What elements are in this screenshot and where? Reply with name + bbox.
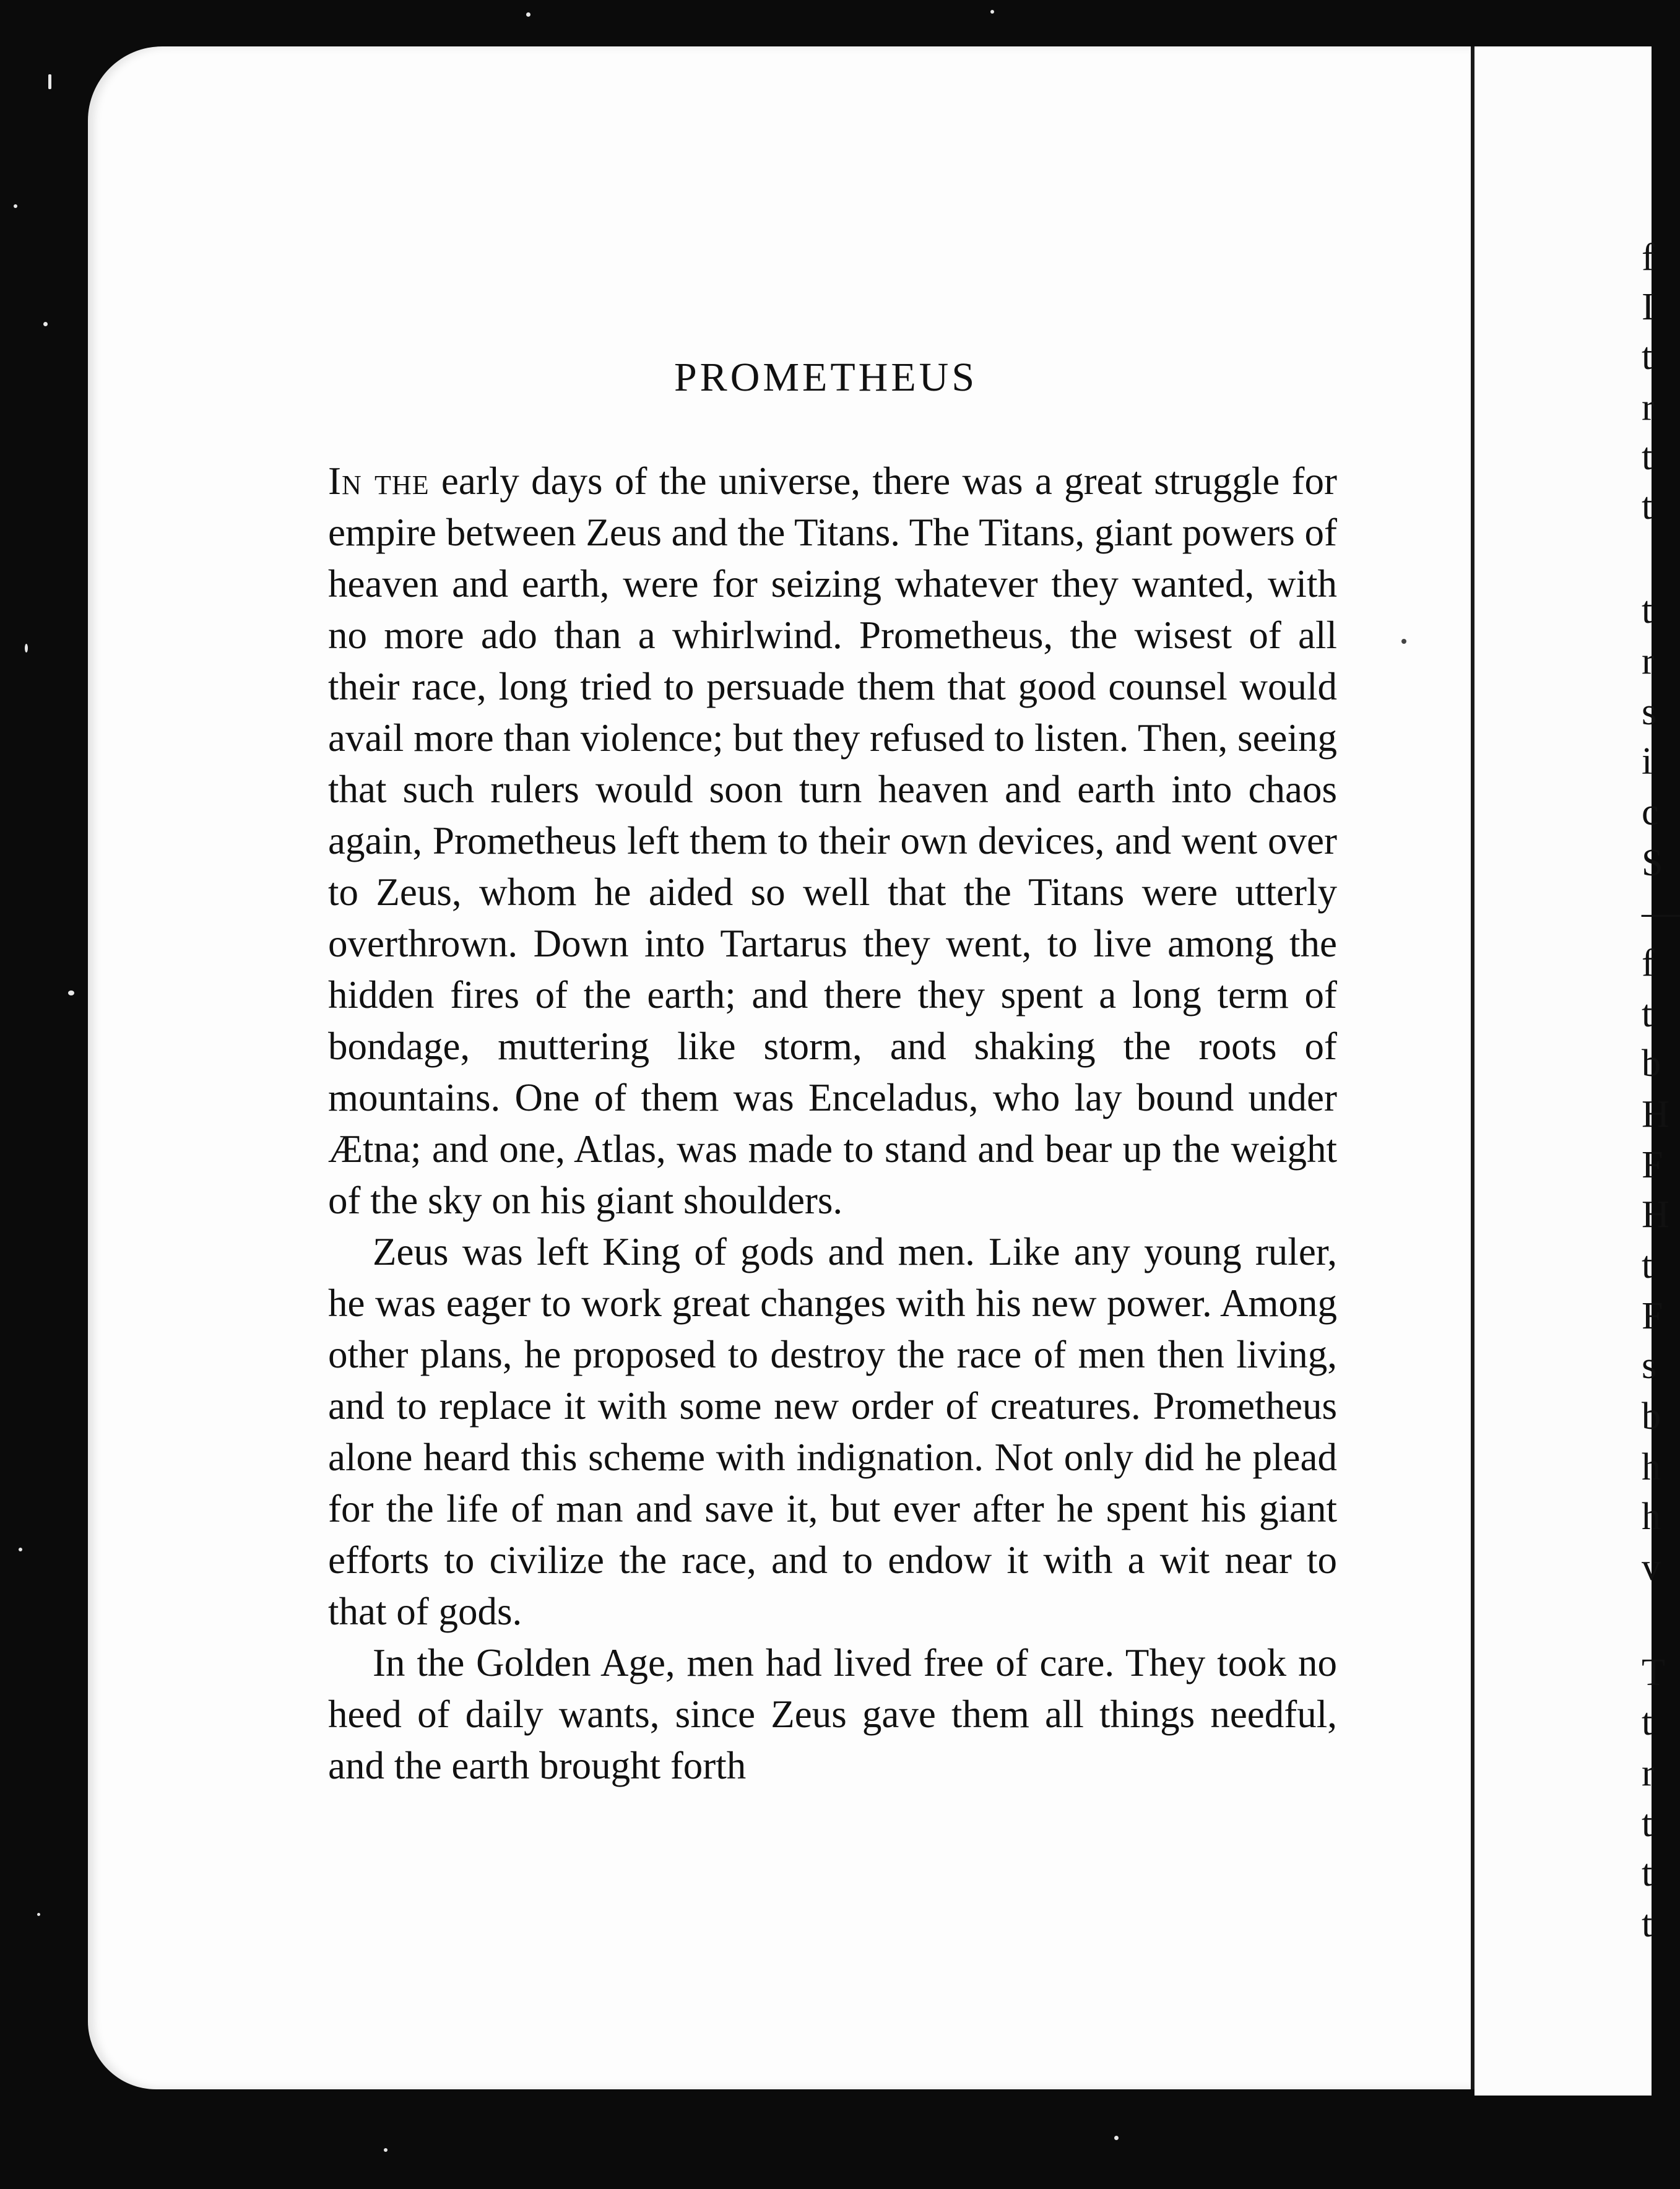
- facing-page-letter: t: [1642, 1244, 1653, 1286]
- chapter-title: PROMETHEUS: [673, 355, 978, 400]
- facing-page-letter: t: [1642, 1852, 1653, 1894]
- facing-page-letter: F: [1642, 1144, 1663, 1186]
- facing-page-letter: t: [1642, 1701, 1653, 1743]
- paragraph-text: In the Golden Age, men had lived free of care. They took no heed of daily wants, since Zeus gave them all things needful, and the earth brought forth: [328, 1641, 1337, 1787]
- facing-page-letter: t: [1642, 336, 1653, 378]
- facing-page-letter: v: [1642, 1546, 1661, 1589]
- facing-page-letter: T: [1642, 1652, 1665, 1694]
- facing-page-letter: c: [1642, 791, 1659, 833]
- facing-page-letter: H: [1642, 1093, 1669, 1135]
- facing-page-letter: r: [1642, 386, 1655, 428]
- facing-page-letter: b: [1642, 1042, 1661, 1085]
- facing-page-letter: s: [1642, 1345, 1657, 1387]
- facing-page-letter: t: [1642, 436, 1653, 478]
- chapter-body: [328, 456, 1337, 1792]
- border-speck: [43, 322, 48, 326]
- border-speck: [1114, 2136, 1119, 2140]
- border-speck: [384, 2148, 388, 2152]
- facing-page-letter: S: [1642, 842, 1663, 884]
- facing-page-letter: t: [1642, 993, 1653, 1035]
- page-gutter: [1471, 46, 1474, 2089]
- border-speck: [25, 644, 28, 652]
- border-speck: [14, 204, 17, 208]
- facing-page-letter: h: [1642, 1496, 1661, 1538]
- paragraph-text: Zeus was left King of gods and men. Like any young ruler, he was eager to work great changes with his new power. Among other plans, he proposed to destroy the race of men then living, and to replace it with some new order of creatures. Prometheus alone heard this scheme with indignation. Not only did he plead for the life of man and save it, but ever after he spent his giant efforts to civilize the race, and to endow it with a wit near to that of gods.: [328, 1230, 1337, 1633]
- border-speck: [19, 1548, 22, 1551]
- border-speck: [990, 10, 994, 14]
- facing-page-letter: r: [1642, 1752, 1655, 1794]
- facing-page-letter: I: [1642, 286, 1655, 328]
- paragraph: [328, 1226, 1337, 1637]
- facing-page-letter: t: [1642, 589, 1653, 631]
- border-speck: [526, 12, 530, 17]
- facing-page-letter: s: [1642, 691, 1657, 733]
- facing-page-letter: F: [1642, 1295, 1663, 1337]
- facing-page-letter: f: [1642, 942, 1655, 984]
- facing-page-letter: b: [1642, 1395, 1661, 1437]
- facing-page-letter: r: [1642, 640, 1655, 682]
- facing-page-letter: i: [1642, 740, 1653, 782]
- facing-page-letter: f: [1642, 236, 1655, 279]
- facing-page-letter: —: [1642, 891, 1680, 934]
- opening-words: In the: [328, 459, 430, 503]
- border-speck: [37, 1913, 40, 1916]
- facing-page-letter: t: [1642, 1803, 1653, 1845]
- paragraph-text: early days of the universe, there was a great struggle for empire between Zeus and the Titans. The Titans, giant powers of heaven and earth, were for seizing whatever they wanted, with no more ado than a whirlwind. Prometheus, the wisest of all their race, long tried to persuade them that good counsel would avail more than violence; but they refused to listen. Then, seeing that such rulers would soon turn heaven and earth into chaos again, Prometheus left them to their own devices, and went over to Zeus, whom he aided so well that the Titans were utterly overthrown. Down into Tartarus they went, to live among the hidden fires of the earth; and there they spent a long term of bondage, muttering like storm, and shaking the roots of mountains. One of them was Enceladus, who lay bound under Ætna; and one, Atlas, was made to stand and bear up the weight of the sky on his giant shoulders.: [328, 459, 1337, 1222]
- paragraph: [328, 1637, 1337, 1792]
- border-speck: [68, 990, 74, 995]
- paragraph: [328, 456, 1337, 1226]
- border-speck: [48, 74, 51, 89]
- facing-page-letter: t: [1642, 1903, 1653, 1945]
- facing-page-letter: t: [1642, 485, 1653, 527]
- facing-page-letter: h: [1642, 1446, 1661, 1488]
- facing-page-letter: H: [1642, 1194, 1669, 1236]
- margin-dot: [1401, 639, 1406, 644]
